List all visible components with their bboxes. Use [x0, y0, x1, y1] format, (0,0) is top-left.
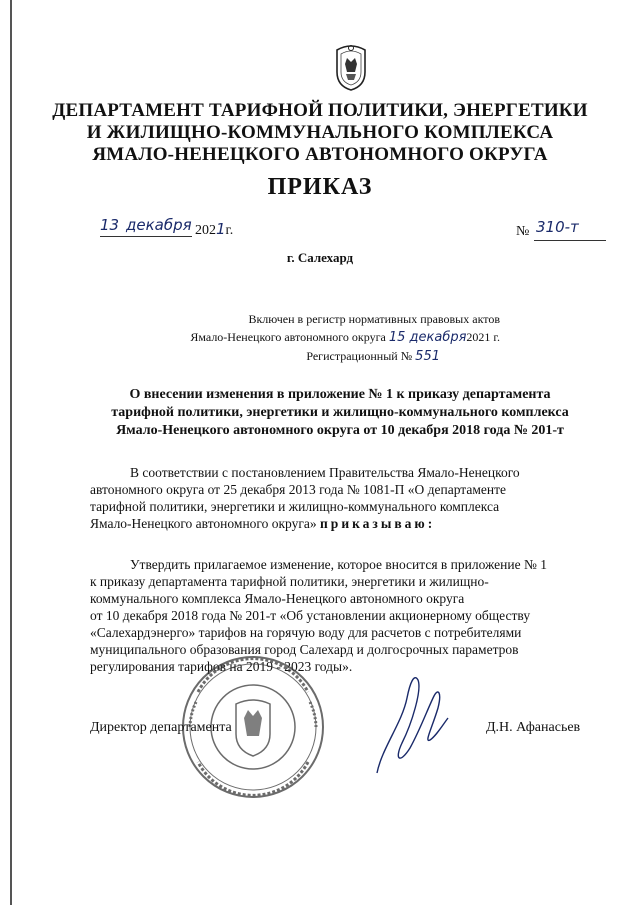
date-year: 2021г.	[195, 220, 234, 238]
subject-line-1: О внесении изменения в приложение № 1 к приказу департамента	[129, 387, 551, 402]
date-month: декабря	[126, 216, 192, 234]
department-header	[0, 100, 640, 166]
subject-line-3: Ямало-Ненецкого автономного округа от 10 декабря 2018 года № 201-т	[116, 423, 564, 438]
department-line-2: И ЖИЛИЩНО-КОММУНАЛЬНОГО КОМПЛЕКСА	[86, 122, 554, 143]
number-prefix: №	[516, 224, 530, 239]
department-line-1: ДЕПАРТАМЕНТ ТАРИФНОЙ ПОЛИТИКИ, ЭНЕРГЕТИКИ	[52, 100, 588, 121]
registry-number: 551	[415, 349, 440, 364]
number-value: 310-т	[536, 218, 579, 236]
date-day: 13	[100, 216, 120, 234]
registry-date: 15 декабря	[388, 330, 467, 345]
order-number	[516, 218, 579, 240]
department-line-3: ЯМАЛО-НЕНЕЦКОГО АВТОНОМНОГО ОКРУГА	[92, 144, 548, 165]
registry-line-1: Включен в регистр нормативных правовых актов	[248, 312, 500, 326]
order-subject	[90, 386, 590, 440]
coat-of-arms-icon	[333, 42, 369, 92]
preamble-paragraph: В соответствии с постановлением Правительства Ямало-Ненецкого автономного округа от 25 декабря 2013 года № 1081-П «О департаменте тарифной политики, энергетики и жилищно-коммунального комплекса Ямало-Ненецкого автономного округа» приказываю:	[90, 465, 520, 531]
signatory-name: Д.Н. Афанасьев	[486, 720, 581, 735]
registry-note	[160, 310, 500, 366]
registry-line-3: Регистрационный № 551	[306, 349, 440, 364]
signatory-position: Директор департамента	[90, 720, 232, 735]
registry-line-2: Ямало-Ненецкого автономного округа 15 декабря2021 г.	[190, 330, 500, 345]
city: г. Салехард	[286, 250, 354, 265]
handwritten-signature	[372, 668, 452, 778]
operative-paragraph: Утвердить прилагаемое изменение, которое вносится в приложение № 1 к приказу департамента тарифной политики, энергетики и жилищно- коммунального комплекса Ямало-Ненецкого автономного округа от 10 декабря 2018 года № 201-т «Об установлении акционерному обществу «Салехардэнерго» тарифов на горячую воду для расчетов с потребителями муниципального образования город Салехард и долгосрочных параметров регулирования тарифов на 2019 - 2023 годы».	[90, 557, 547, 674]
order-keyword: приказываю:	[320, 516, 436, 531]
subject-line-2: тарифной политики, энергетики и жилищно-коммунального комплекса	[111, 405, 569, 420]
order-title: ПРИКАЗ	[267, 174, 373, 200]
